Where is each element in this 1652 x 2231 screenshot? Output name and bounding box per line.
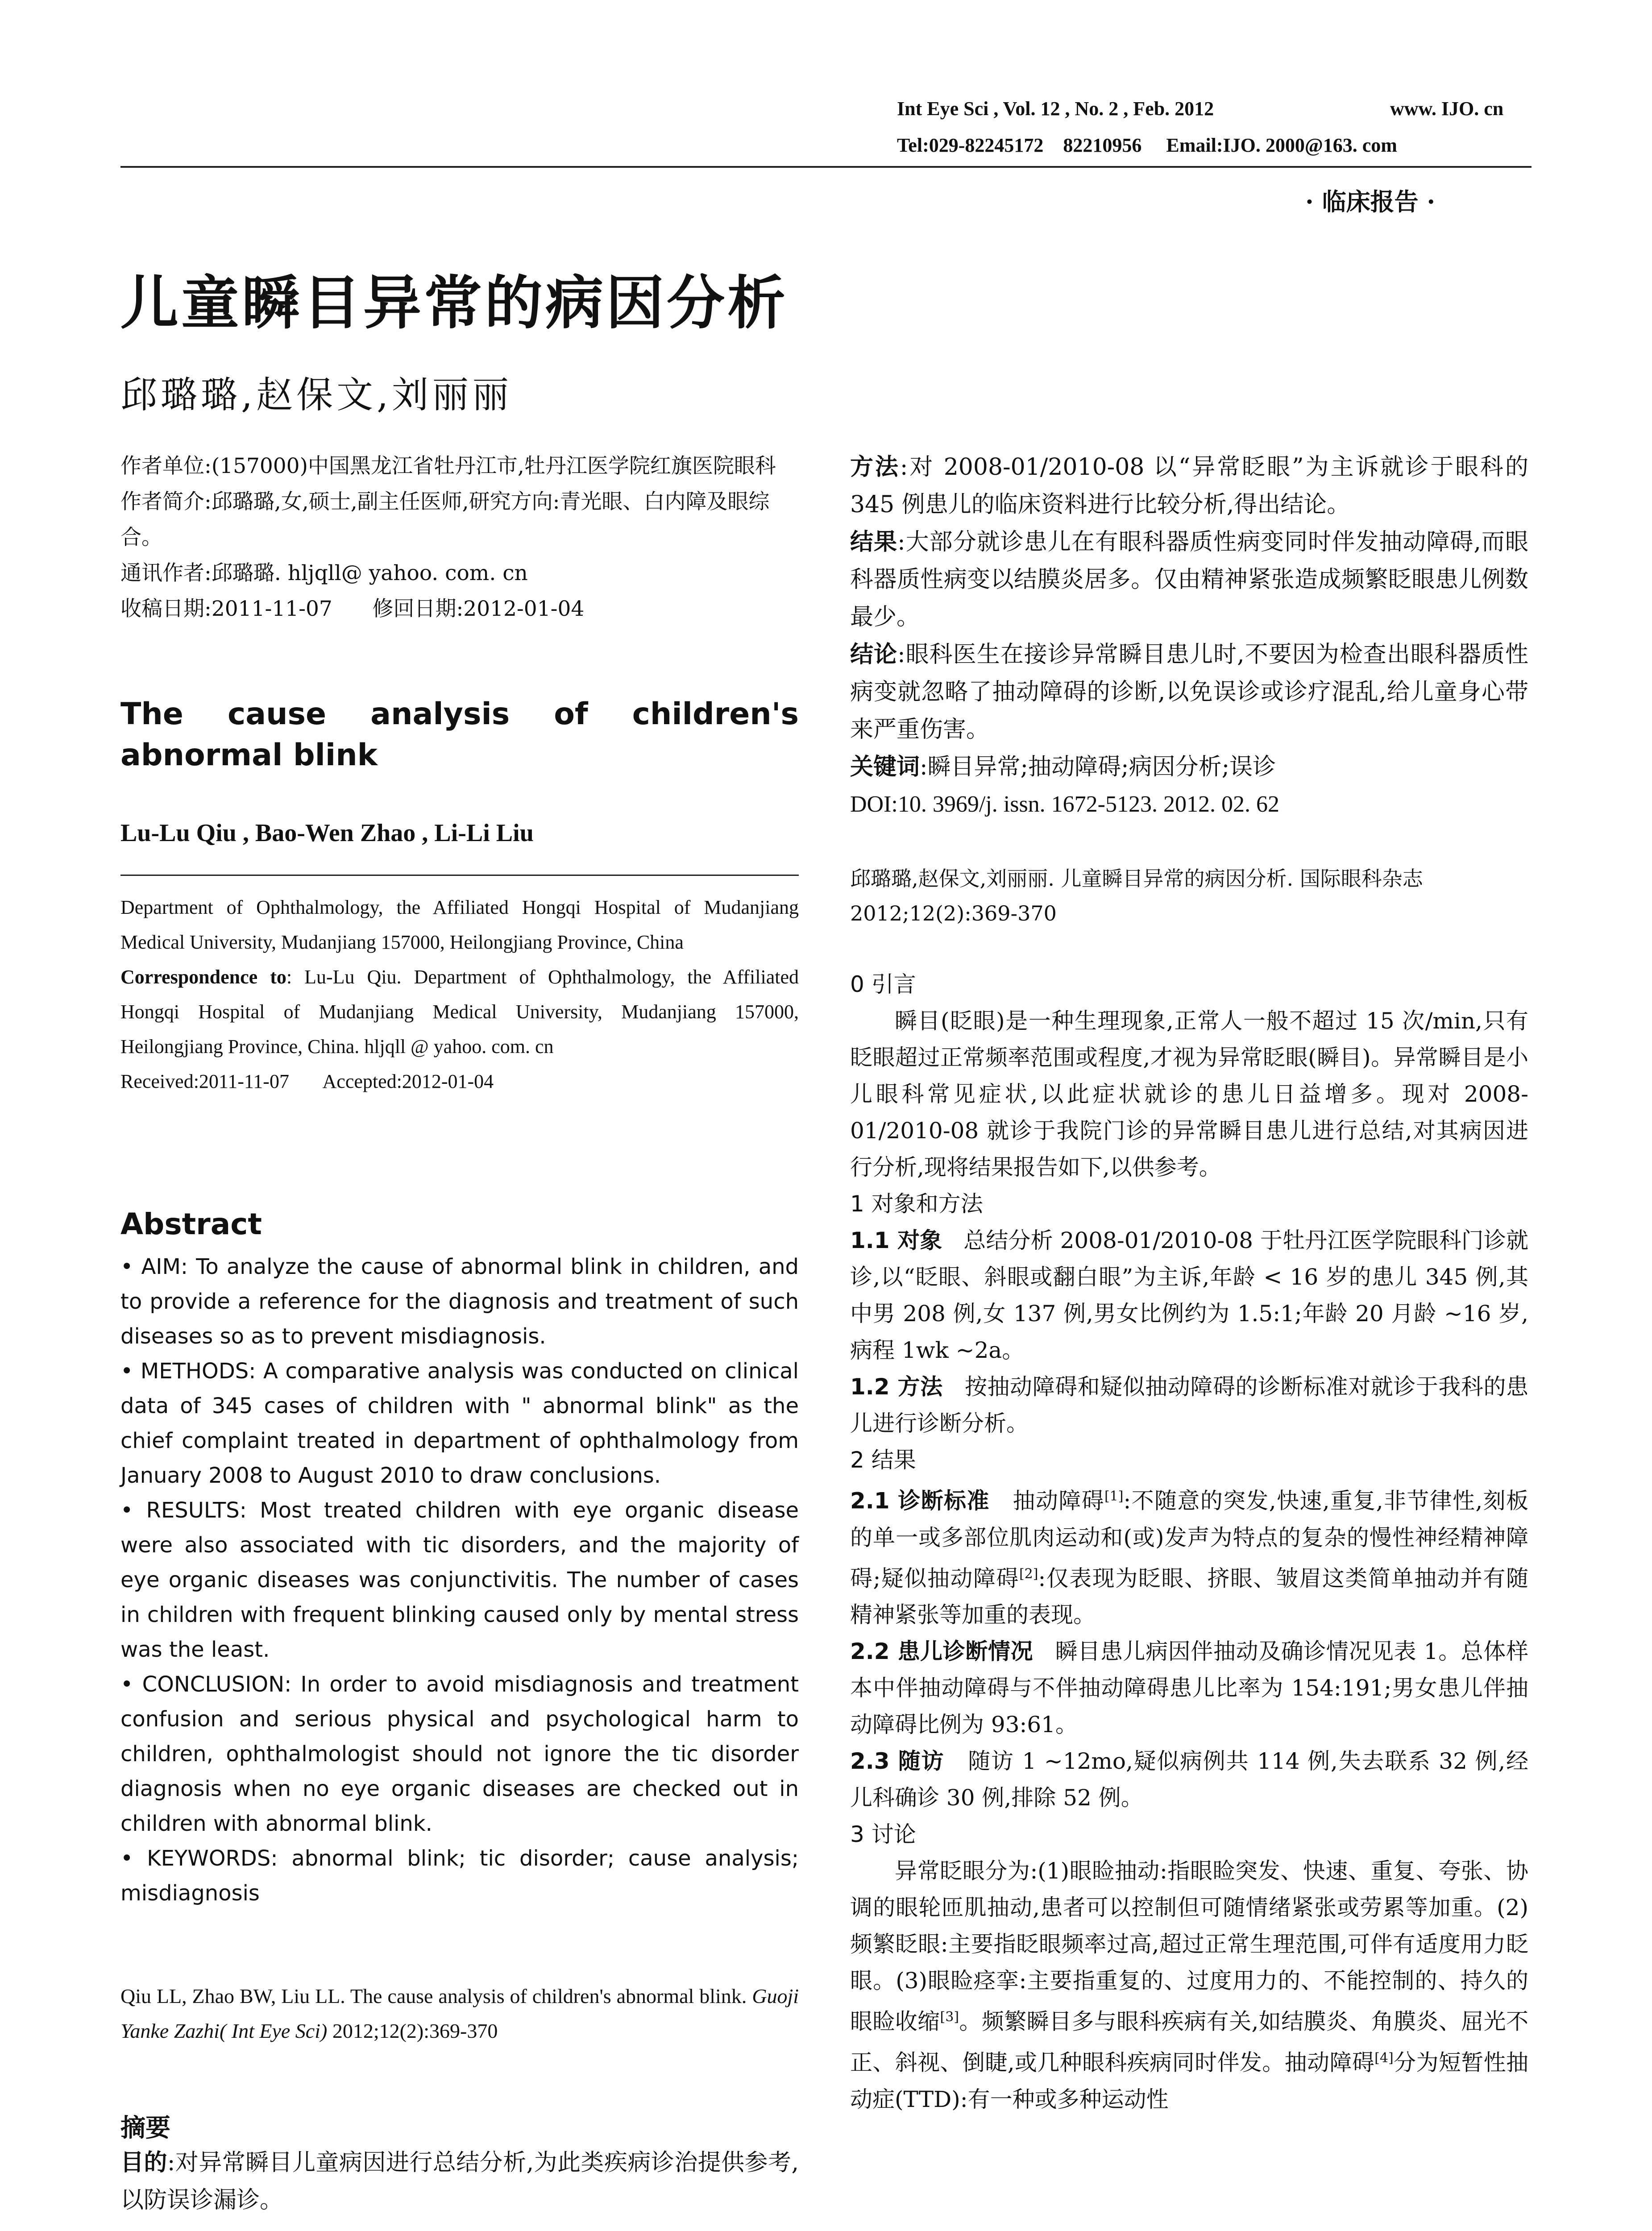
sec2-2-para	[850, 1633, 1528, 1743]
author-rule	[120, 875, 799, 876]
sec1-heading: 1 对象和方法	[850, 1191, 983, 1217]
keywords: :瞬目异常;抽动障碍;病因分析;误诊	[920, 754, 1276, 780]
abstract-conclusion: • CONCLUSION: In order to avoid misdiagnosis and treatment confusion and serious physical and psychological harm to children, ophthalmologist should not ignore the tic disorder diagnosis when no eye organic diseases are checked out in children with abnormal blink.	[120, 1672, 799, 1836]
summary-conclusion: :眼科医生在接诊异常瞬目患儿时,不要因为检查出眼科器质性病变就忽略了抽动障碍的诊断,以免误诊或诊疗混乱,给儿童身心带来严重伤害。	[850, 641, 1528, 743]
sec3-text-a: 异常眨眼分为:(1)眼睑抽动:指眼睑突发、快速、重复、夸张、协调的眼轮匝肌抽动,患者可以控制但可随情绪紧张或劳累等加重。(2)频繁眨眼:主要指眨眼频率过高,超过正常生理范围,可伴有适度用力眨眼。(3)眼睑痉挛:主要指重复的、过度用力的、不能控制的、持久的眼睑收缩	[850, 1858, 1528, 2035]
citation-en-plain: Qiu LL, Zhao BW, Liu LL. The cause analysis of children's abnormal blink.	[120, 1985, 752, 2007]
sec2-1-text-b: :不随意的突发,快速,重复,非节律性,刻板的单一或多部位肌肉运动和(或)发声为特点的复杂的慢性神经精神障碍;疑似抽动障碍	[850, 1488, 1529, 1592]
keywords-para	[850, 748, 1528, 786]
sec1-2-para	[850, 1368, 1528, 1442]
citation-en-journal: Guoji Yanke Zazhi( Int Eye Sci)	[120, 1985, 799, 2042]
summary-conclusion-para	[850, 636, 1528, 748]
journal-website: www. IJO. cn	[1390, 98, 1504, 120]
main-body	[850, 966, 1528, 2118]
sec3-text-b: 。频繁瞬目多与眼科疾病有关,如结膜炎、角膜炎、屈光不正、斜视、倒睫,或几种眼科疾病同时伴发。抽动障碍	[850, 2008, 1528, 2076]
summary-methods-para	[850, 448, 1528, 523]
author-info	[120, 448, 799, 627]
abstract-aim: • AIM: To analyze the cause of abnormal blink in children, and to provide a reference for the diagnosis and treatment of such diseases so as to prevent misdiagnosis.	[120, 1254, 799, 1349]
abstract-results: • RESULTS: Most treated children with eye organic disease were also associated with tic disorders, and the majority of eye organic diseases was conjunctivitis. The number of cases in children with frequent blinking caused only by mental stress was the least.	[120, 1498, 799, 1662]
abstract-body	[120, 1249, 799, 1911]
correspondence	[120, 960, 799, 1064]
sec2-1-text-a: 抽动障碍	[989, 1488, 1104, 1514]
summary-methods: :对 2008-01/2010-08 以“异常眨眼”为主诉就诊于眼科的 345 例患儿的临床资料进行比较分析,得出结论。	[850, 454, 1528, 518]
sec1-2-label: 1.2 方法	[850, 1374, 943, 1400]
section-label: · 临床报告 ·	[1305, 187, 1436, 216]
abstract-keywords: • KEYWORDS: abnormal blink; tic disorder; cause analysis; misdiagnosis	[120, 1846, 799, 1906]
keywords-label: 关键词	[850, 754, 920, 780]
sec1-1-para	[850, 1222, 1528, 1368]
sec1-1-text: 总结分析 2008-01/2010-08 于牡丹江医学院眼科门诊就诊,以“眨眼、斜眼或翻白眼”为主诉,年龄 < 16 岁的患儿 345 例,其中男 208 例,女 137 例,男女比例约为 1.5:1;年龄 20 月龄 ~16 岁,病程 1wk ~2a。	[850, 1227, 1528, 1363]
authors-en: Lu-Lu Qiu , Bao-Wen Zhao , Li-Li Liu	[120, 819, 534, 847]
author-bio: 作者简介:邱璐璐,女,硕士,副主任医师,研究方向:青光眼、白内障及眼综合。	[120, 489, 770, 550]
summary-heading: 摘要	[120, 2114, 170, 2143]
correspondence-text: : Lu-Lu Qiu. Department of Ophthalmology, the Affiliated Hongqi Hospital of Mudanjiang Medical University, Mudanjiang 157000, Heilongjiang Province, China. hljqll @ yahoo. com. cn	[120, 966, 799, 1057]
sec3-text-c: 分为短暂性抽动症(TTD):有一种或多种运动性	[850, 2049, 1528, 2112]
header-rule	[120, 166, 1532, 168]
corresponding-author: 通讯作者:邱璐璐. hljqll@ yahoo. com. cn	[120, 561, 528, 585]
summary-methods-label: 方法	[850, 454, 900, 481]
summary-continued	[850, 448, 1528, 823]
citation-cn: 邱璐璐,赵保文,刘丽丽. 儿童瞬目异常的病因分析. 国际眼科杂志 2012;12(2):369-370	[850, 867, 1423, 925]
summary-aim: :对异常瞬目儿童病因进行总结分析,为此类疾病诊治提供参考,以防误诊漏诊。	[120, 2149, 799, 2214]
title-en: The cause analysis of children's abnormal blink	[120, 697, 799, 773]
sec2-2-text: 瞬目患儿病因伴抽动及确诊情况见表 1。总体样本中伴抽动障碍与不伴抽动障碍患儿比率为 154:191;男女患儿伴抽动障碍比例为 93:61。	[850, 1638, 1528, 1738]
ref-1: [1]	[1104, 1489, 1124, 1504]
summary-aim-block	[120, 2144, 799, 2219]
citation-en	[120, 1979, 799, 2049]
abstract-heading: Abstract	[120, 1207, 262, 1241]
abstract-methods: • METHODS: A comparative analysis was conducted on clinical data of 345 cases of children with " abnormal blink" as the chief complaint treated in department of ophthalmology from January 2008 to August 2010 to draw conclusions.	[120, 1359, 799, 1488]
summary-aim-label: 目的	[120, 2149, 167, 2176]
sec2-3-text: 随访 1 ~12mo,疑似病例共 114 例,失去联系 32 例,经儿科确诊 30 例,排除 52 例。	[850, 1748, 1529, 1811]
ref-3: [3]	[940, 2009, 959, 2025]
ref-4: [4]	[1374, 2050, 1394, 2066]
authors-cn: 邱璐璐,赵保文,刘丽丽	[120, 374, 513, 416]
sec2-3-para	[850, 1743, 1528, 1816]
sec3-heading: 3 讨论	[850, 1821, 916, 1848]
sec2-2-label: 2.2 患儿诊断情况	[850, 1638, 1034, 1665]
correspondence-label: Correspondence to	[120, 966, 286, 988]
sec2-heading: 2 结果	[850, 1447, 916, 1473]
sec3-para	[850, 1853, 1528, 2117]
journal-info: Int Eye Sci , Vol. 12 , No. 2 , Feb. 2012	[897, 98, 1214, 120]
sec1-2-text: 按抽动障碍和疑似抽动障碍的诊断标准对就诊于我科的患儿进行诊断分析。	[850, 1374, 1528, 1436]
affiliation-en: Department of Ophthalmology, the Affiliated Hongqi Hospital of Mudanjiang Medical University, Mudanjiang 157000, Heilongjiang Province, China	[120, 896, 799, 953]
summary-results: :大部分就诊患儿在有眼科器质性病变同时伴发抽动障碍,而眼科器质性病变以结膜炎居多。仅由精神紧张造成频繁眨眼患儿例数最少。	[850, 529, 1528, 630]
sec0-para: 瞬目(眨眼)是一种生理现象,正常人一般不超过 15 次/min,只有眨眼超过正常频率范围或程度,才视为异常眨眼(瞬目)。异常瞬目是小儿眼科常见症状,以此症状就诊的患儿日益增多。现对 2008-01/2010-08 就诊于我院门诊的异常瞬目患儿进行总结,对其病因进行分析,现将结果报告如下,以供参考。	[850, 1008, 1528, 1180]
journal-contact: Tel:029-82245172 82210956 Email:IJO. 2000@163. com	[897, 134, 1397, 156]
sec2-1-text-c: :仅表现为眨眼、挤眼、皱眉这类简单抽动并有随精神紧张等加重的表现。	[850, 1565, 1528, 1628]
doi: DOI:10. 3969/j. issn. 1672-5123. 2012. 02. 62	[850, 792, 1279, 817]
summary-results-para	[850, 523, 1528, 636]
sec2-1-para	[850, 1478, 1528, 1633]
sec1-1-label: 1.1 对象	[850, 1227, 942, 1253]
affiliation-block	[120, 890, 799, 1099]
summary-results-label: 结果	[850, 529, 898, 556]
citation-en-tail: 2012;12(2):369-370	[327, 2020, 498, 2042]
title-cn: 儿童瞬目异常的病因分析	[120, 269, 789, 337]
summary-conclusion-label: 结论	[850, 641, 898, 668]
dates-cn: 收稿日期:2011-11-07 修回日期:2012-01-04	[120, 597, 585, 621]
received-en: Received:2011-11-07 Accepted:2012-01-04	[120, 1070, 494, 1092]
sec2-1-label: 2.1 诊断标准	[850, 1488, 990, 1514]
ref-2: [2]	[1019, 1566, 1038, 1582]
sec2-3-label: 2.3 随访	[850, 1748, 945, 1775]
author-unit: 作者单位:(157000)中国黑龙江省牡丹江市,牡丹江医学院红旗医院眼科	[120, 454, 776, 478]
sec0-heading: 0 引言	[850, 971, 916, 997]
